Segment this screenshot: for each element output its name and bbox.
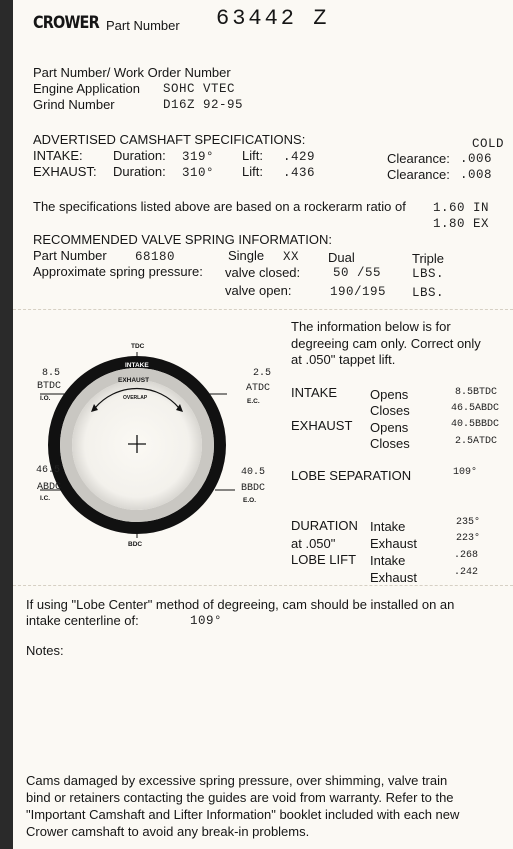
lobe-lift-label: LOBE LIFT xyxy=(291,552,357,567)
engine-application-value: SOHC VTEC xyxy=(163,82,236,96)
part-number-value: 63442 Z xyxy=(216,6,330,31)
spring-part-number-value: 68180 xyxy=(135,250,176,264)
warranty-line4: Crower camshaft to avoid any break-in problems. xyxy=(26,824,310,839)
tdc-label: TDC xyxy=(131,343,145,350)
rocker-ratio-exhaust: 1.80 EX xyxy=(433,217,490,231)
intake-duration-label: Duration: xyxy=(113,148,166,163)
notes-label: Notes: xyxy=(26,643,64,658)
exhaust-clearance-label: Clearance: xyxy=(387,167,450,182)
io-unit: BTDC xyxy=(37,381,62,392)
degree-intake-label: INTAKE xyxy=(291,385,337,400)
lobe-center-line2: intake centerline of: xyxy=(26,613,139,628)
valve-open-label: valve open: xyxy=(225,283,292,298)
cold-label: COLD xyxy=(472,137,505,151)
lobe-lift-exhaust-label: Exhaust xyxy=(370,570,417,585)
degree-info-line2: degreeing cam only. Correct only xyxy=(291,336,481,351)
exhaust-lift-value: .436 xyxy=(283,166,316,180)
engine-application-label: Engine Application xyxy=(33,81,140,96)
spring-pressure-label: Approximate spring pressure: xyxy=(33,264,203,279)
lobe-center-line1: If using "Lobe Center" method of degreeing, cam should be installed on an xyxy=(26,597,455,612)
eo-value: 40.5 xyxy=(241,467,266,478)
eo-unit: BBDC xyxy=(241,483,266,494)
exhaust-closes-value: 2.5ATDC xyxy=(455,436,498,447)
intake-lift-label: Lift: xyxy=(242,148,263,163)
intake-closes-value: 46.5ABDC xyxy=(451,403,500,414)
page-left-edge xyxy=(0,0,13,849)
lobe-lift-intake-value: .268 xyxy=(454,550,479,561)
work-order-label: Part Number/ Work Order Number xyxy=(33,65,231,80)
triple-label: Triple xyxy=(412,251,445,266)
intake-clearance-label: Clearance: xyxy=(387,151,450,166)
exhaust-duration-label: Duration: xyxy=(113,164,166,179)
lobe-center-value: 109° xyxy=(190,614,223,628)
duration-exhaust-label: Exhaust xyxy=(370,536,417,551)
fold-line xyxy=(13,585,513,587)
valve-open-units: LBS. xyxy=(412,286,445,300)
spring-heading: RECOMMENDED VALVE SPRING INFORMATION: xyxy=(33,232,333,247)
intake-spec-label: INTAKE: xyxy=(33,148,83,163)
lobe-lift-intake-label: Intake xyxy=(370,553,406,568)
io-label: I.O. xyxy=(40,395,51,402)
single-value: XX xyxy=(283,250,300,264)
rocker-ratio-intake: 1.60 IN xyxy=(433,201,490,215)
exhaust-opens-value: 40.5BBDC xyxy=(451,419,500,430)
grind-number-label: Grind Number xyxy=(33,97,115,112)
ic-value: 46.5 xyxy=(36,465,61,476)
intake-lift-value: .429 xyxy=(283,150,316,164)
dual-label: Dual xyxy=(328,250,355,265)
part-number-label: Part Number xyxy=(106,18,180,33)
cam-timing-diagram xyxy=(25,340,280,555)
rocker-ratio-text: The specifications listed above are based on a rockerarm ratio of xyxy=(33,199,406,214)
intake-closes-label: Closes xyxy=(370,403,410,418)
single-label: Single xyxy=(228,248,265,263)
valve-open-value: 190/195 xyxy=(330,285,387,299)
fold-line xyxy=(13,309,513,311)
warranty-line1: Cams damaged by excessive spring pressure, over shimming, valve train xyxy=(26,773,448,788)
ic-unit: ABDC xyxy=(37,482,62,493)
intake-duration-value: 319° xyxy=(182,150,215,164)
specs-heading: ADVERTISED CAMSHAFT SPECIFICATIONS: xyxy=(33,132,306,147)
intake-clearance-value: .006 xyxy=(460,152,493,166)
duration-label: DURATION xyxy=(291,518,358,533)
ec-value: 2.5 xyxy=(253,368,272,379)
exhaust-spec-label: EXHAUST: xyxy=(33,164,97,179)
ec-unit: ATDC xyxy=(246,383,271,394)
duration-exhaust-value: 223° xyxy=(456,533,481,544)
valve-closed-label: valve closed: xyxy=(225,265,301,280)
exhaust-duration-value: 310° xyxy=(182,166,215,180)
ic-label: I.C. xyxy=(40,495,51,502)
warranty-line3: "Important Camshaft and Lifter Information" booklet included with each new xyxy=(26,807,460,822)
at-050-label: at .050" xyxy=(291,536,336,551)
warranty-line2: bind or retainers contacting the guides are void from warranty. Refer to the xyxy=(26,790,454,805)
exhaust-opens-label: Opens xyxy=(370,420,409,435)
valve-closed-units: LBS. xyxy=(412,267,445,281)
exhaust-closes-label: Closes xyxy=(370,436,410,451)
exhaust-band-label: EXHAUST xyxy=(118,377,150,384)
intake-opens-label: Opens xyxy=(370,387,409,402)
intake-band-label: INTAKE xyxy=(125,362,149,369)
eo-label: E.O. xyxy=(243,497,257,504)
exhaust-clearance-value: .008 xyxy=(460,168,493,182)
duration-intake-label: Intake xyxy=(370,519,406,534)
grind-number-value: D16Z 92-95 xyxy=(163,98,244,112)
bdc-label: BDC xyxy=(128,541,143,548)
duration-intake-value: 235° xyxy=(456,517,481,528)
lobe-separation-label: LOBE SEPARATION xyxy=(291,468,412,483)
degree-info-line1: The information below is for xyxy=(291,319,451,334)
valve-closed-value: 50 /55 xyxy=(333,266,382,280)
io-value: 8.5 xyxy=(42,368,61,379)
overlap-label: OVERLAP xyxy=(123,395,148,401)
degree-exhaust-label: EXHAUST xyxy=(291,418,353,433)
lobe-separation-value: 109° xyxy=(453,467,478,478)
crower-logo: CROWER xyxy=(33,13,99,33)
intake-opens-value: 8.5BTDC xyxy=(455,387,498,398)
exhaust-lift-label: Lift: xyxy=(242,164,263,179)
ec-label: E.C. xyxy=(247,398,260,405)
lobe-lift-exhaust-value: .242 xyxy=(454,567,479,578)
degree-info-line3: at .050" tappet lift. xyxy=(291,352,396,367)
spring-part-number-label: Part Number xyxy=(33,248,107,263)
